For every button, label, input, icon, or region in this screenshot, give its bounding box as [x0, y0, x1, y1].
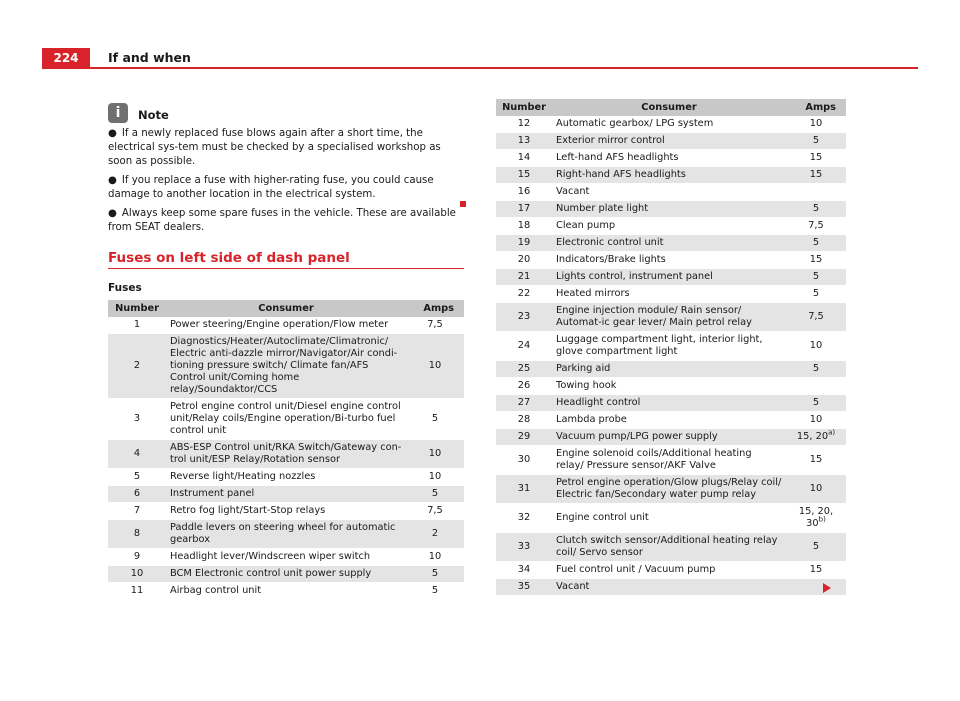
table-caption: Fuses	[108, 282, 142, 294]
fuse-number	[108, 583, 166, 600]
fuse-number	[496, 252, 552, 269]
chapter-title: If and when	[108, 50, 191, 65]
fuse-number	[108, 469, 166, 486]
footnote-marker: b)	[818, 515, 826, 524]
table-row	[108, 583, 464, 600]
fuse-amps	[406, 503, 464, 520]
note-item	[108, 174, 464, 202]
fuse-number-text: 11	[130, 585, 144, 596]
fuse-number-text: 4	[133, 448, 141, 459]
table-row	[108, 503, 464, 520]
fuse-consumer	[552, 361, 786, 378]
fuse-amps-text: 5	[812, 397, 820, 408]
fuse-number-text: 14	[517, 152, 531, 163]
fuse-amps	[786, 361, 846, 378]
table-body	[108, 317, 464, 600]
fuse-number-text: 16	[517, 186, 531, 197]
fuse-amps	[786, 475, 846, 504]
fuse-number	[496, 412, 552, 429]
fuse-number	[496, 133, 552, 150]
fuse-number	[108, 334, 166, 399]
table-row	[496, 579, 846, 596]
bullet-icon: ●	[108, 175, 117, 186]
table-row	[496, 167, 846, 184]
table-row	[496, 201, 846, 218]
fuse-amps-text: 15, 20, 30	[798, 506, 834, 529]
column-header-amps: Amps	[406, 300, 464, 317]
fuse-consumer-text: Vacant	[556, 186, 590, 197]
fuse-consumer-text: Number plate light	[556, 203, 649, 214]
table-row	[496, 235, 846, 252]
fuse-consumer	[166, 334, 406, 399]
fuse-amps-text: 7,5	[808, 220, 824, 231]
fuse-amps-text: 15	[809, 454, 823, 465]
table-row	[108, 520, 464, 549]
table-row	[496, 150, 846, 167]
fuse-consumer	[552, 504, 786, 533]
fuse-amps-text: 5	[812, 271, 820, 282]
header-rule	[42, 67, 918, 69]
table-header-row	[496, 99, 846, 116]
fuse-amps-text: 5	[812, 135, 820, 146]
fuse-number-text: 15	[517, 169, 531, 180]
fuse-consumer	[552, 269, 786, 286]
fuse-number	[496, 504, 552, 533]
fuse-number-text: 22	[517, 288, 531, 299]
fuse-number-text: 1	[133, 319, 141, 330]
fuse-number	[108, 549, 166, 566]
table-row	[108, 334, 464, 399]
fuse-amps	[786, 332, 846, 361]
fuse-consumer	[552, 184, 786, 201]
fuse-consumer	[552, 378, 786, 395]
fuse-number-text: 19	[517, 237, 531, 248]
fuse-number-text: 23	[517, 311, 531, 322]
fuse-number-text: 9	[133, 551, 141, 562]
fuse-number-text: 32	[517, 512, 531, 523]
continue-arrow-icon	[823, 583, 831, 593]
fuse-number-text: 17	[517, 203, 531, 214]
fuse-consumer	[552, 533, 786, 562]
fuse-consumer-text: Indicators/Brake lights	[556, 254, 666, 265]
column-header-consumer: Consumer	[552, 99, 786, 116]
fuse-consumer-text: Reverse light/Heating nozzles	[170, 471, 316, 482]
fuse-amps-text: 2	[431, 528, 439, 539]
page-number: 224	[42, 48, 90, 68]
fuse-number	[496, 201, 552, 218]
fuse-consumer	[552, 332, 786, 361]
fuse-consumer	[166, 486, 406, 503]
fuse-number-text: 29	[517, 431, 531, 442]
fuse-consumer-text: Left-hand AFS headlights	[556, 152, 679, 163]
fuse-consumer-text: Petrol engine control unit/Diesel engine control unit/Relay coils/Engine operation/Bi-turbo fuel control unit	[170, 401, 401, 436]
fuse-number	[496, 167, 552, 184]
fuse-number	[496, 184, 552, 201]
fuse-consumer	[552, 201, 786, 218]
fuse-consumer-text: Engine injection module/ Rain sensor/ Automat-ic gear lever/ Main petrol relay	[556, 305, 752, 328]
fuse-consumer	[552, 579, 786, 596]
fuse-consumer	[552, 218, 786, 235]
fuse-number-text: 25	[517, 363, 531, 374]
fuse-consumer	[552, 475, 786, 504]
fuse-amps	[786, 395, 846, 412]
fuse-number	[108, 566, 166, 583]
table-row	[108, 486, 464, 503]
fuse-consumer	[166, 520, 406, 549]
table-row	[108, 399, 464, 440]
fuse-consumer-text: Engine control unit	[556, 512, 649, 523]
table-row	[496, 378, 846, 395]
fuse-number	[496, 378, 552, 395]
fuse-consumer	[166, 549, 406, 566]
fuse-number	[496, 395, 552, 412]
fuse-amps-text: 7,5	[427, 505, 443, 516]
fuse-consumer	[552, 562, 786, 579]
table-row	[108, 566, 464, 583]
fuse-number-text: 12	[517, 118, 531, 129]
fuse-consumer-text: Power steering/Engine operation/Flow meter	[170, 319, 389, 330]
fuse-amps-text: 5	[812, 288, 820, 299]
fuse-number	[108, 440, 166, 469]
fuse-consumer	[166, 440, 406, 469]
fuse-amps-text: 5	[812, 237, 820, 248]
fuse-consumer	[552, 395, 786, 412]
fuse-amps-text: 15, 20	[796, 431, 829, 442]
fuse-consumer-text: Instrument panel	[170, 488, 255, 499]
fuse-consumer-text: Retro fog light/Start-Stop relays	[170, 505, 326, 516]
fuse-consumer-text: ABS-ESP Control unit/RKA Switch/Gateway con-trol unit/ESP Relay/Rotation sensor	[170, 442, 402, 465]
table-row	[496, 286, 846, 303]
fuse-consumer-text: Headlight lever/Windscreen wiper switch	[170, 551, 371, 562]
fuse-amps	[786, 133, 846, 150]
fuse-consumer-text: Diagnostics/Heater/Autoclimate/Climatronic/ Electric anti-dazzle mirror/Navigator/Air condi-tioning pressure switch/ Climate fan/AFS Control unit/Coming home relay/Soundaktor/CCS	[170, 336, 398, 395]
fuse-amps	[786, 504, 846, 533]
fuse-number	[496, 150, 552, 167]
fuse-consumer-text: Petrol engine operation/Glow plugs/Relay coil/ Electric fan/Secondary water pump relay	[556, 477, 782, 500]
fuse-consumer-text: Airbag control unit	[170, 585, 262, 596]
fuse-amps-text: 5	[812, 541, 820, 552]
fuse-amps-text: 5	[812, 203, 820, 214]
table-row	[496, 446, 846, 475]
column-header-amps: Amps	[786, 99, 846, 116]
fuse-amps	[406, 549, 464, 566]
fuse-amps-text: 10	[428, 360, 442, 371]
fuse-amps-text: 15	[809, 564, 823, 575]
fuse-number-text: 21	[517, 271, 531, 282]
fuse-consumer	[166, 566, 406, 583]
fuse-amps-text: 15	[809, 169, 823, 180]
table-row	[108, 440, 464, 469]
fuse-number-text: 35	[517, 581, 531, 592]
note-text: If you replace a fuse with higher-rating fuse, you could cause damage to another location in the electrical system.	[108, 175, 434, 200]
fuse-consumer	[552, 252, 786, 269]
fuse-amps-text: 5	[431, 488, 439, 499]
fuse-consumer-text: Heated mirrors	[556, 288, 630, 299]
table-row	[496, 184, 846, 201]
fuse-consumer	[552, 303, 786, 332]
fuse-consumer	[166, 503, 406, 520]
column-header-number: Number	[108, 300, 166, 317]
footnote-marker: a)	[828, 428, 836, 437]
fuse-number	[496, 235, 552, 252]
fuse-consumer-text: Towing hook	[556, 380, 617, 391]
fuse-consumer-text: Clutch switch sensor/Additional heating relay coil/ Servo sensor	[556, 535, 778, 558]
table-row	[496, 395, 846, 412]
fuse-amps-text: 10	[428, 471, 442, 482]
fuse-amps	[786, 269, 846, 286]
fuse-amps-text: 10	[809, 483, 823, 494]
fuse-consumer-text: Right-hand AFS headlights	[556, 169, 686, 180]
table-row	[496, 252, 846, 269]
fuse-amps-text: 15	[809, 152, 823, 163]
fuse-number	[496, 475, 552, 504]
fuse-amps	[786, 303, 846, 332]
fuse-table-right	[496, 99, 846, 596]
fuse-number	[108, 486, 166, 503]
note-text: If a newly replaced fuse blows again after a short time, the electrical sys-tem must be checked by a specialised workshop as soon as possible.	[108, 128, 441, 167]
fuse-amps-text: 10	[809, 340, 823, 351]
fuse-amps	[786, 579, 846, 596]
fuse-number	[496, 361, 552, 378]
fuse-number	[496, 579, 552, 596]
fuse-amps	[786, 150, 846, 167]
fuse-number-text: 3	[133, 413, 141, 424]
fuse-consumer	[166, 583, 406, 600]
fuse-number-text: 33	[517, 541, 531, 552]
fuse-consumer	[552, 429, 786, 446]
fuse-amps	[786, 286, 846, 303]
fuse-consumer	[552, 116, 786, 133]
fuse-number-text: 28	[517, 414, 531, 425]
fuse-number	[496, 429, 552, 446]
fuse-consumer	[552, 412, 786, 429]
fuse-number	[496, 446, 552, 475]
fuse-amps	[786, 446, 846, 475]
fuse-consumer-text: Parking aid	[556, 363, 611, 374]
fuse-amps	[786, 562, 846, 579]
page-header	[42, 48, 918, 68]
fuse-number-text: 31	[517, 483, 531, 494]
table-row	[108, 549, 464, 566]
fuse-number	[496, 269, 552, 286]
section-rule	[108, 268, 464, 269]
note-title: Note	[138, 108, 169, 122]
fuse-amps-text: 7,5	[808, 311, 824, 322]
fuse-number	[496, 218, 552, 235]
note-item	[108, 127, 464, 169]
fuse-amps-text: 10	[428, 448, 442, 459]
fuse-number	[108, 399, 166, 440]
fuse-amps-text: 7,5	[427, 319, 443, 330]
table-row	[496, 562, 846, 579]
table-row	[496, 475, 846, 504]
fuse-consumer-text: Headlight control	[556, 397, 641, 408]
fuse-amps	[786, 252, 846, 269]
fuse-amps	[406, 583, 464, 600]
table-row	[496, 504, 846, 533]
table-row	[108, 469, 464, 486]
fuse-amps	[406, 334, 464, 399]
note-text: Always keep some spare fuses in the vehicle. These are available from SEAT dealers.	[108, 208, 456, 233]
fuse-consumer-text: Lambda probe	[556, 414, 627, 425]
fuse-amps-text: 5	[431, 585, 439, 596]
fuse-amps-text: 10	[809, 118, 823, 129]
table-row	[496, 361, 846, 378]
bullet-icon: ●	[108, 128, 117, 139]
table-row	[496, 533, 846, 562]
fuse-amps	[406, 440, 464, 469]
fuse-consumer-text: Fuel control unit / Vacuum pump	[556, 564, 716, 575]
fuse-number-text: 24	[517, 340, 531, 351]
table-row	[496, 429, 846, 446]
fuse-number	[496, 562, 552, 579]
fuse-number-text: 30	[517, 454, 531, 465]
table-row	[496, 133, 846, 150]
fuse-amps	[786, 378, 846, 395]
fuse-amps	[786, 167, 846, 184]
fuse-amps	[786, 533, 846, 562]
fuse-number-text: 13	[517, 135, 531, 146]
fuse-number	[108, 520, 166, 549]
table-row	[496, 218, 846, 235]
fuse-number	[496, 286, 552, 303]
table-row	[496, 303, 846, 332]
fuse-amps	[406, 317, 464, 334]
fuse-consumer-text: Paddle levers on steering wheel for automatic gearbox	[170, 522, 396, 545]
fuse-consumer-text: Electronic control unit	[556, 237, 664, 248]
fuse-consumer	[552, 446, 786, 475]
fuse-number	[496, 332, 552, 361]
fuse-consumer	[552, 167, 786, 184]
fuse-amps-text: 5	[812, 363, 820, 374]
bullet-icon: ●	[108, 208, 117, 219]
fuse-consumer	[552, 286, 786, 303]
fuse-consumer-text: Vacuum pump/LPG power supply	[556, 431, 718, 442]
table-header-row	[108, 300, 464, 317]
fuse-number-text: 18	[517, 220, 531, 231]
fuse-consumer-text: Automatic gearbox/ LPG system	[556, 118, 714, 129]
fuse-amps	[786, 201, 846, 218]
fuse-amps	[406, 520, 464, 549]
column-header-number: Number	[496, 99, 552, 116]
fuse-number-text: 2	[133, 360, 141, 371]
fuse-amps	[786, 429, 846, 446]
fuse-number-text: 10	[130, 568, 144, 579]
fuse-consumer-text: Luggage compartment light, interior light, glove compartment light	[556, 334, 763, 357]
fuse-consumer-text: Clean pump	[556, 220, 616, 231]
fuse-table-left	[108, 300, 464, 600]
fuse-consumer-text: BCM Electronic control unit power supply	[170, 568, 372, 579]
fuse-consumer	[552, 235, 786, 252]
fuse-number-text: 20	[517, 254, 531, 265]
fuse-number-text: 34	[517, 564, 531, 575]
fuse-number-text: 27	[517, 397, 531, 408]
section-title: Fuses on left side of dash panel	[108, 250, 350, 266]
fuse-number	[108, 503, 166, 520]
note-item	[108, 207, 464, 235]
fuse-consumer-text: Engine solenoid coils/Additional heating relay/ Pressure sensor/AKF Valve	[556, 448, 752, 471]
fuse-number	[496, 116, 552, 133]
fuse-amps	[786, 412, 846, 429]
fuse-number	[496, 303, 552, 332]
fuse-amps	[406, 469, 464, 486]
fuse-amps-text: 5	[431, 568, 439, 579]
fuse-consumer-text: Exterior mirror control	[556, 135, 665, 146]
table-row	[496, 332, 846, 361]
fuse-consumer-text: Vacant	[556, 581, 590, 592]
fuse-consumer	[552, 133, 786, 150]
fuse-amps	[786, 184, 846, 201]
fuse-amps-text: 15	[809, 254, 823, 265]
section-end-marker-icon	[460, 201, 466, 207]
fuse-number	[496, 533, 552, 562]
fuse-amps-text: 10	[809, 414, 823, 425]
fuse-number-text: 8	[133, 528, 141, 539]
table-row	[108, 317, 464, 334]
fuse-consumer-text: Lights control, instrument panel	[556, 271, 713, 282]
fuse-consumer	[166, 317, 406, 334]
note-list	[108, 127, 464, 240]
column-header-consumer: Consumer	[166, 300, 406, 317]
fuse-consumer	[166, 469, 406, 486]
table-row	[496, 116, 846, 133]
fuse-consumer	[166, 399, 406, 440]
fuse-number-text: 5	[133, 471, 141, 482]
info-icon: i	[108, 103, 128, 123]
fuse-amps	[406, 399, 464, 440]
fuse-amps	[406, 566, 464, 583]
fuse-amps	[786, 218, 846, 235]
fuse-amps	[786, 116, 846, 133]
table-body	[496, 116, 846, 596]
fuse-amps-text: 5	[431, 413, 439, 424]
fuse-amps	[786, 235, 846, 252]
fuse-amps	[406, 486, 464, 503]
table-row	[496, 269, 846, 286]
fuse-consumer	[552, 150, 786, 167]
fuse-number-text: 7	[133, 505, 141, 516]
fuse-amps-text: 10	[428, 551, 442, 562]
table-row	[496, 412, 846, 429]
fuse-number-text: 6	[133, 488, 141, 499]
fuse-number	[108, 317, 166, 334]
fuse-number-text: 26	[517, 380, 531, 391]
